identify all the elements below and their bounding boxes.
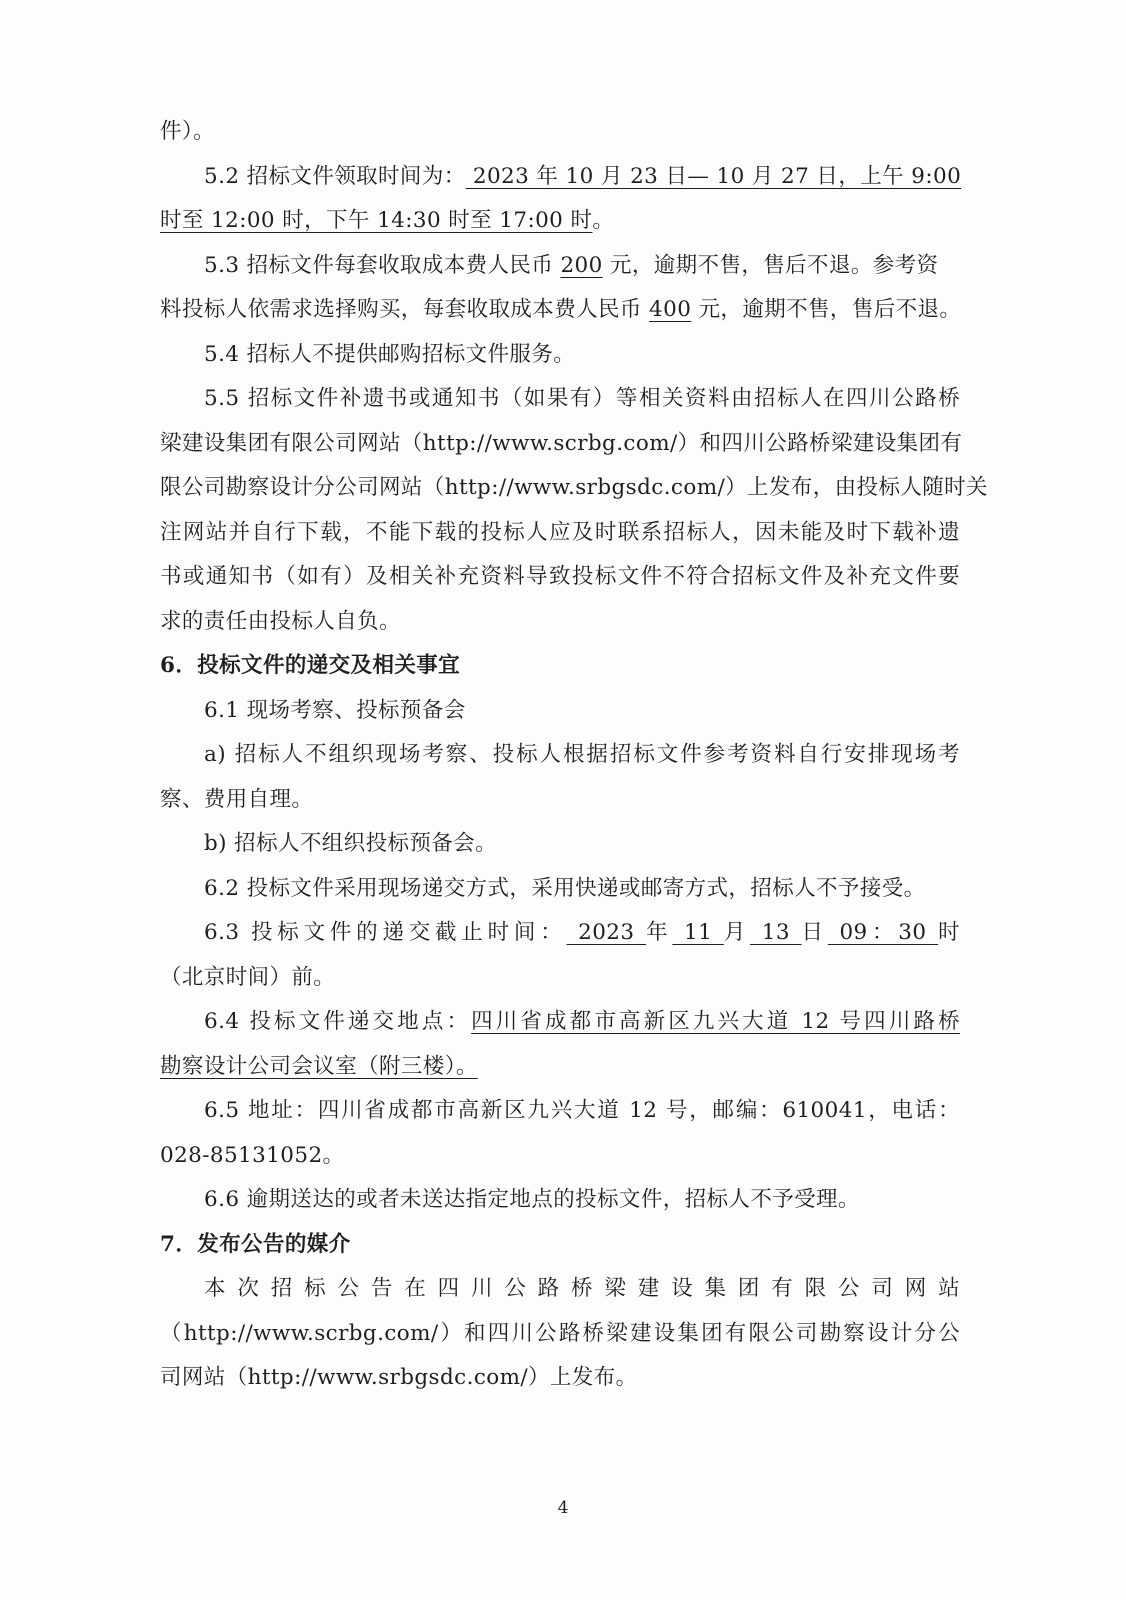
clause-5-4: 5.4 招标人不提供邮购招标文件服务。 bbox=[204, 341, 576, 367]
text-line: 梁建设集团有限公司网站（http://www.scrbg.com/）和四川公路桥梁建设集团有 bbox=[160, 430, 963, 456]
clause-6-6: 6.6 逾期送达的或者未送达指定地点的投标文件，招标人不予受理。 bbox=[204, 1187, 860, 1212]
clause-5-5: 5.5 招标文件补遗书或通知书（如果有）等相关资料由招标人在四川公路桥 bbox=[204, 386, 960, 411]
text-line: 料投标人依需求选择购买，每套收取成本费人民币 400 元，逾期不售，售后不退。 bbox=[160, 297, 962, 322]
deadline-day: 13 bbox=[750, 920, 802, 945]
clause-6-1: 6.1 现场考察、投标预备会 bbox=[204, 697, 466, 723]
clause-6-3: 6.3 投标文件的递交截止时间： 2023 年 11 月 13 日 09：30 时 bbox=[204, 920, 960, 945]
text-line: 求的责任由投标人自负。 bbox=[160, 608, 401, 634]
pickup-time-value: 2023 年 10 月 23 日— 10 月 27 日，上午 9:00 bbox=[465, 163, 962, 189]
pickup-time-value-cont: 时至 12:00 时，下午 14:30 时至 17:00 时 bbox=[160, 208, 593, 233]
section-heading-6: 6．投标文件的递交及相关事宜 bbox=[160, 653, 461, 678]
text-line: 书或通知书（如有）及相关补充资料导致投标文件不符合招标文件及补充文件要 bbox=[160, 564, 960, 589]
page-number: 4 bbox=[557, 1498, 569, 1518]
text-line: 注网站并自行下载，不能下载的投标人应及时联系招标人，因未能及时下载补遗 bbox=[160, 519, 960, 545]
text-line: 限公司勘察设计分公司网站（http://www.srbgsdc.com/）上发布，由投标人随时关 bbox=[160, 475, 988, 500]
clause-6-1-a: a) 招标人不组织现场考察、投标人根据招标文件参考资料自行安排现场考 bbox=[204, 742, 960, 767]
clause-6-2: 6.2 投标文件采用现场递交方式，采用快递或邮寄方式，招标人不予接受。 bbox=[204, 875, 926, 901]
text-line: 件）。 bbox=[160, 119, 215, 144]
deadline-month: 11 bbox=[672, 920, 724, 945]
submission-location-cont: 勘察设计公司会议室（附三楼）。 bbox=[160, 1053, 478, 1079]
document-body bbox=[160, 110, 988, 1401]
text-line bbox=[160, 1045, 960, 1090]
deadline-year: 2023 bbox=[566, 920, 647, 945]
phone-number: 028-85131052。 bbox=[160, 1142, 345, 1168]
text-line: （http://www.scrbg.com/）和四川公路桥梁建设集团有限公司勘察设计分公 bbox=[160, 1320, 960, 1346]
text-line: 时至 12:00 时，下午 14:30 时至 17:00 时。 bbox=[160, 208, 615, 233]
clause-6-1-b: b) 招标人不组织投标预备会。 bbox=[204, 831, 497, 856]
reference-fee-value: 400 bbox=[649, 297, 692, 322]
section-heading-7: 7．发布公告的媒介 bbox=[160, 1231, 351, 1257]
submission-location: 四川省成都市高新区九兴大道 12 号四川路桥 bbox=[471, 1009, 960, 1034]
clause-6-4: 6.4 投标文件递交地点：四川省成都市高新区九兴大道 12 号四川路桥 bbox=[204, 1009, 960, 1034]
clause-6-5: 6.5 地址：四川省成都市高新区九兴大道 12 号，邮编：610041，电话： bbox=[204, 1098, 960, 1123]
clause-5-2: 5.2 招标文件领取时间为： 2023 年 10 月 23 日— 10 月 27 日，上午 9:00 bbox=[204, 163, 962, 189]
text-line: 司网站（http://www.srbgsdc.com/）上发布。 bbox=[160, 1365, 638, 1390]
text-line: 察、费用自理。 bbox=[160, 786, 314, 812]
clause-5-3: 5.3 招标文件每套收取成本费人民币 200 元，逾期不售，售后不退。参考资 bbox=[204, 252, 939, 278]
deadline-time: 09：30 bbox=[827, 920, 939, 945]
text-line: （北京时间）前。 bbox=[160, 964, 336, 990]
section-7-text: 本次招标公告在四川公路桥梁建设集团有限公司网站 bbox=[204, 1276, 960, 1301]
document-fee-value: 200 bbox=[560, 252, 603, 278]
